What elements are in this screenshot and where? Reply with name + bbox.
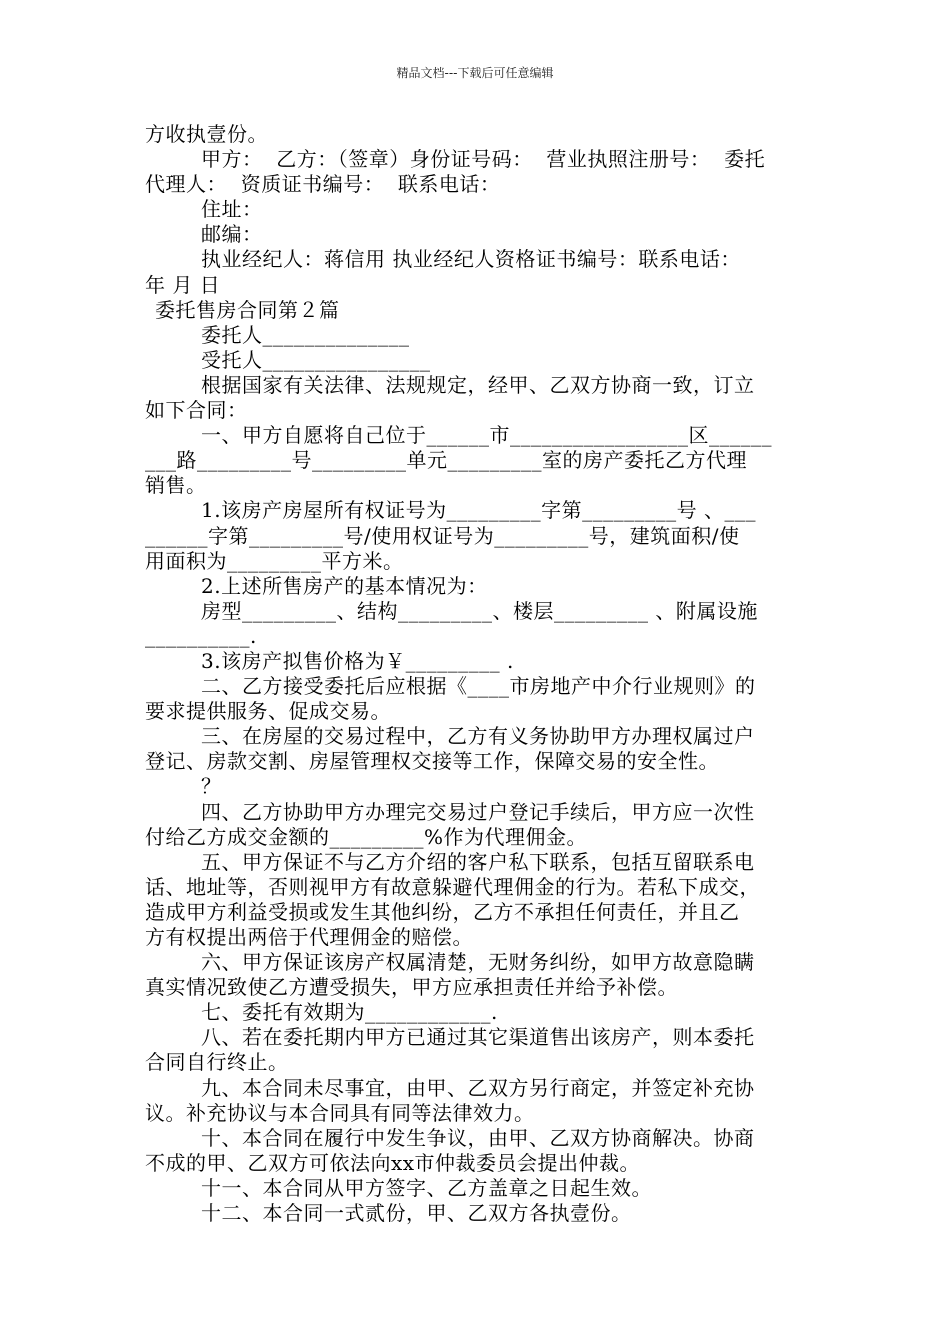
text-line: 九、本合同未尽事宜，由甲、乙双方另行商定，并签定补充协 [201,1075,755,1100]
text-line: 议。补充协议与本合同具有同等法律效力。 [145,1100,535,1125]
text-line: 销售。 [145,473,207,498]
text-line: 三、在房屋的交易过程中，乙方有义务协助甲方办理权属过户 [201,724,755,749]
text-line: 付给乙方成交金额的_________%作为代理佣金。 [145,824,588,849]
text-line: __________. [145,623,257,648]
text-line: 二、乙方接受委托后应根据《____市房地产中介行业规则》的 [201,674,756,699]
text-line: 要求提供服务、促成交易。 [145,699,391,724]
text-line: 登记、房款交割、房屋管理权交接等工作，保障交易的安全性。 [145,749,719,774]
text-line: 委托售房合同第２篇 [155,297,340,322]
text-line: 十、本合同在履行中发生争议，由甲、乙双方协商解决。协商 [201,1125,755,1150]
text-line: 邮编： [201,222,263,247]
text-line: 五、甲方保证不与乙方介绍的客户私下联系，包括互留联系电 [201,849,755,874]
text-line: 代理人： 资质证书编号： 联系电话： [145,172,501,197]
text-line: 话、地址等，否则视甲方有故意躲避代理佣金的行为。若私下成交， [145,874,760,899]
text-line: 如下合同： [145,398,248,423]
text-line: 八、若在委托期内甲方已通过其它渠道售出该房产，则本委托 [201,1025,755,1050]
text-line: ？ [201,774,222,799]
text-line: 受托人________________ [201,347,431,372]
text-line: ______字第_________号/使用权证号为_________号，建筑面积/使 [145,523,740,548]
text-line: 住址： [201,197,263,222]
text-line: ___路_________号_________单元_________室的房产委托乙方代理 [145,448,747,473]
text-line: 2.上述所售房产的基本情况为： [201,573,488,598]
page-header: 精品文档---下载后可任意编辑 [396,66,554,80]
text-line: 用面积为_________平方米。 [145,548,404,573]
text-line: 不成的甲、乙双方可依法向xx市仲裁委员会提出仲裁。 [145,1150,641,1175]
text-line: 1.该房产房屋所有权证号为_________字第_________号 、___ [201,498,756,523]
text-line: 方有权提出两倍于代理佣金的赔偿。 [145,925,473,949]
text-line: 甲方： 乙方：（签章）身份证号码： 营业执照注册号： 委托 [201,147,766,172]
text-line: 年 月 日 [145,272,221,297]
contract-body [145,122,810,1226]
text-line: 委托人______________ [201,322,410,347]
text-line: 六、甲方保证该房产权属清楚，无财务纠纷，如甲方故意隐瞒 [201,950,755,975]
text-line: 一、甲方自愿将自己位于______市_________________区______ [201,423,772,448]
text-line: 执业经纪人：蒋信用 执业经纪人资格证书编号：联系电话： [201,247,741,272]
text-line: 根据国家有关法律、法规规定，经甲、乙双方协商一致，订立 [201,372,755,397]
text-line: 造成甲方利益受损或发生其他纠纷，乙方不承担任何责任，并且乙 [145,899,740,924]
text-line: 真实情况致使乙方遭受损失，甲方应承担责任并给予补偿。 [145,975,678,1000]
text-line: 方收执壹份。 [145,122,268,146]
text-line: 十一、本合同从甲方签字、乙方盖章之日起生效。 [201,1175,652,1200]
text-line: 四、乙方协助甲方办理完交易过户登记手续后，甲方应一次性 [201,799,755,824]
text-line: 房型_________、结构_________、楼层_________ 、附属设施 [201,598,758,623]
text-line: 3.该房产拟售价格为￥_________ . [201,648,514,673]
text-line: 七、委托有效期为____________. [201,1000,498,1025]
text-line: 合同自行终止。 [145,1050,289,1075]
text-line: 十二、本合同一式贰份，甲、乙双方各执壹份。 [201,1201,632,1226]
